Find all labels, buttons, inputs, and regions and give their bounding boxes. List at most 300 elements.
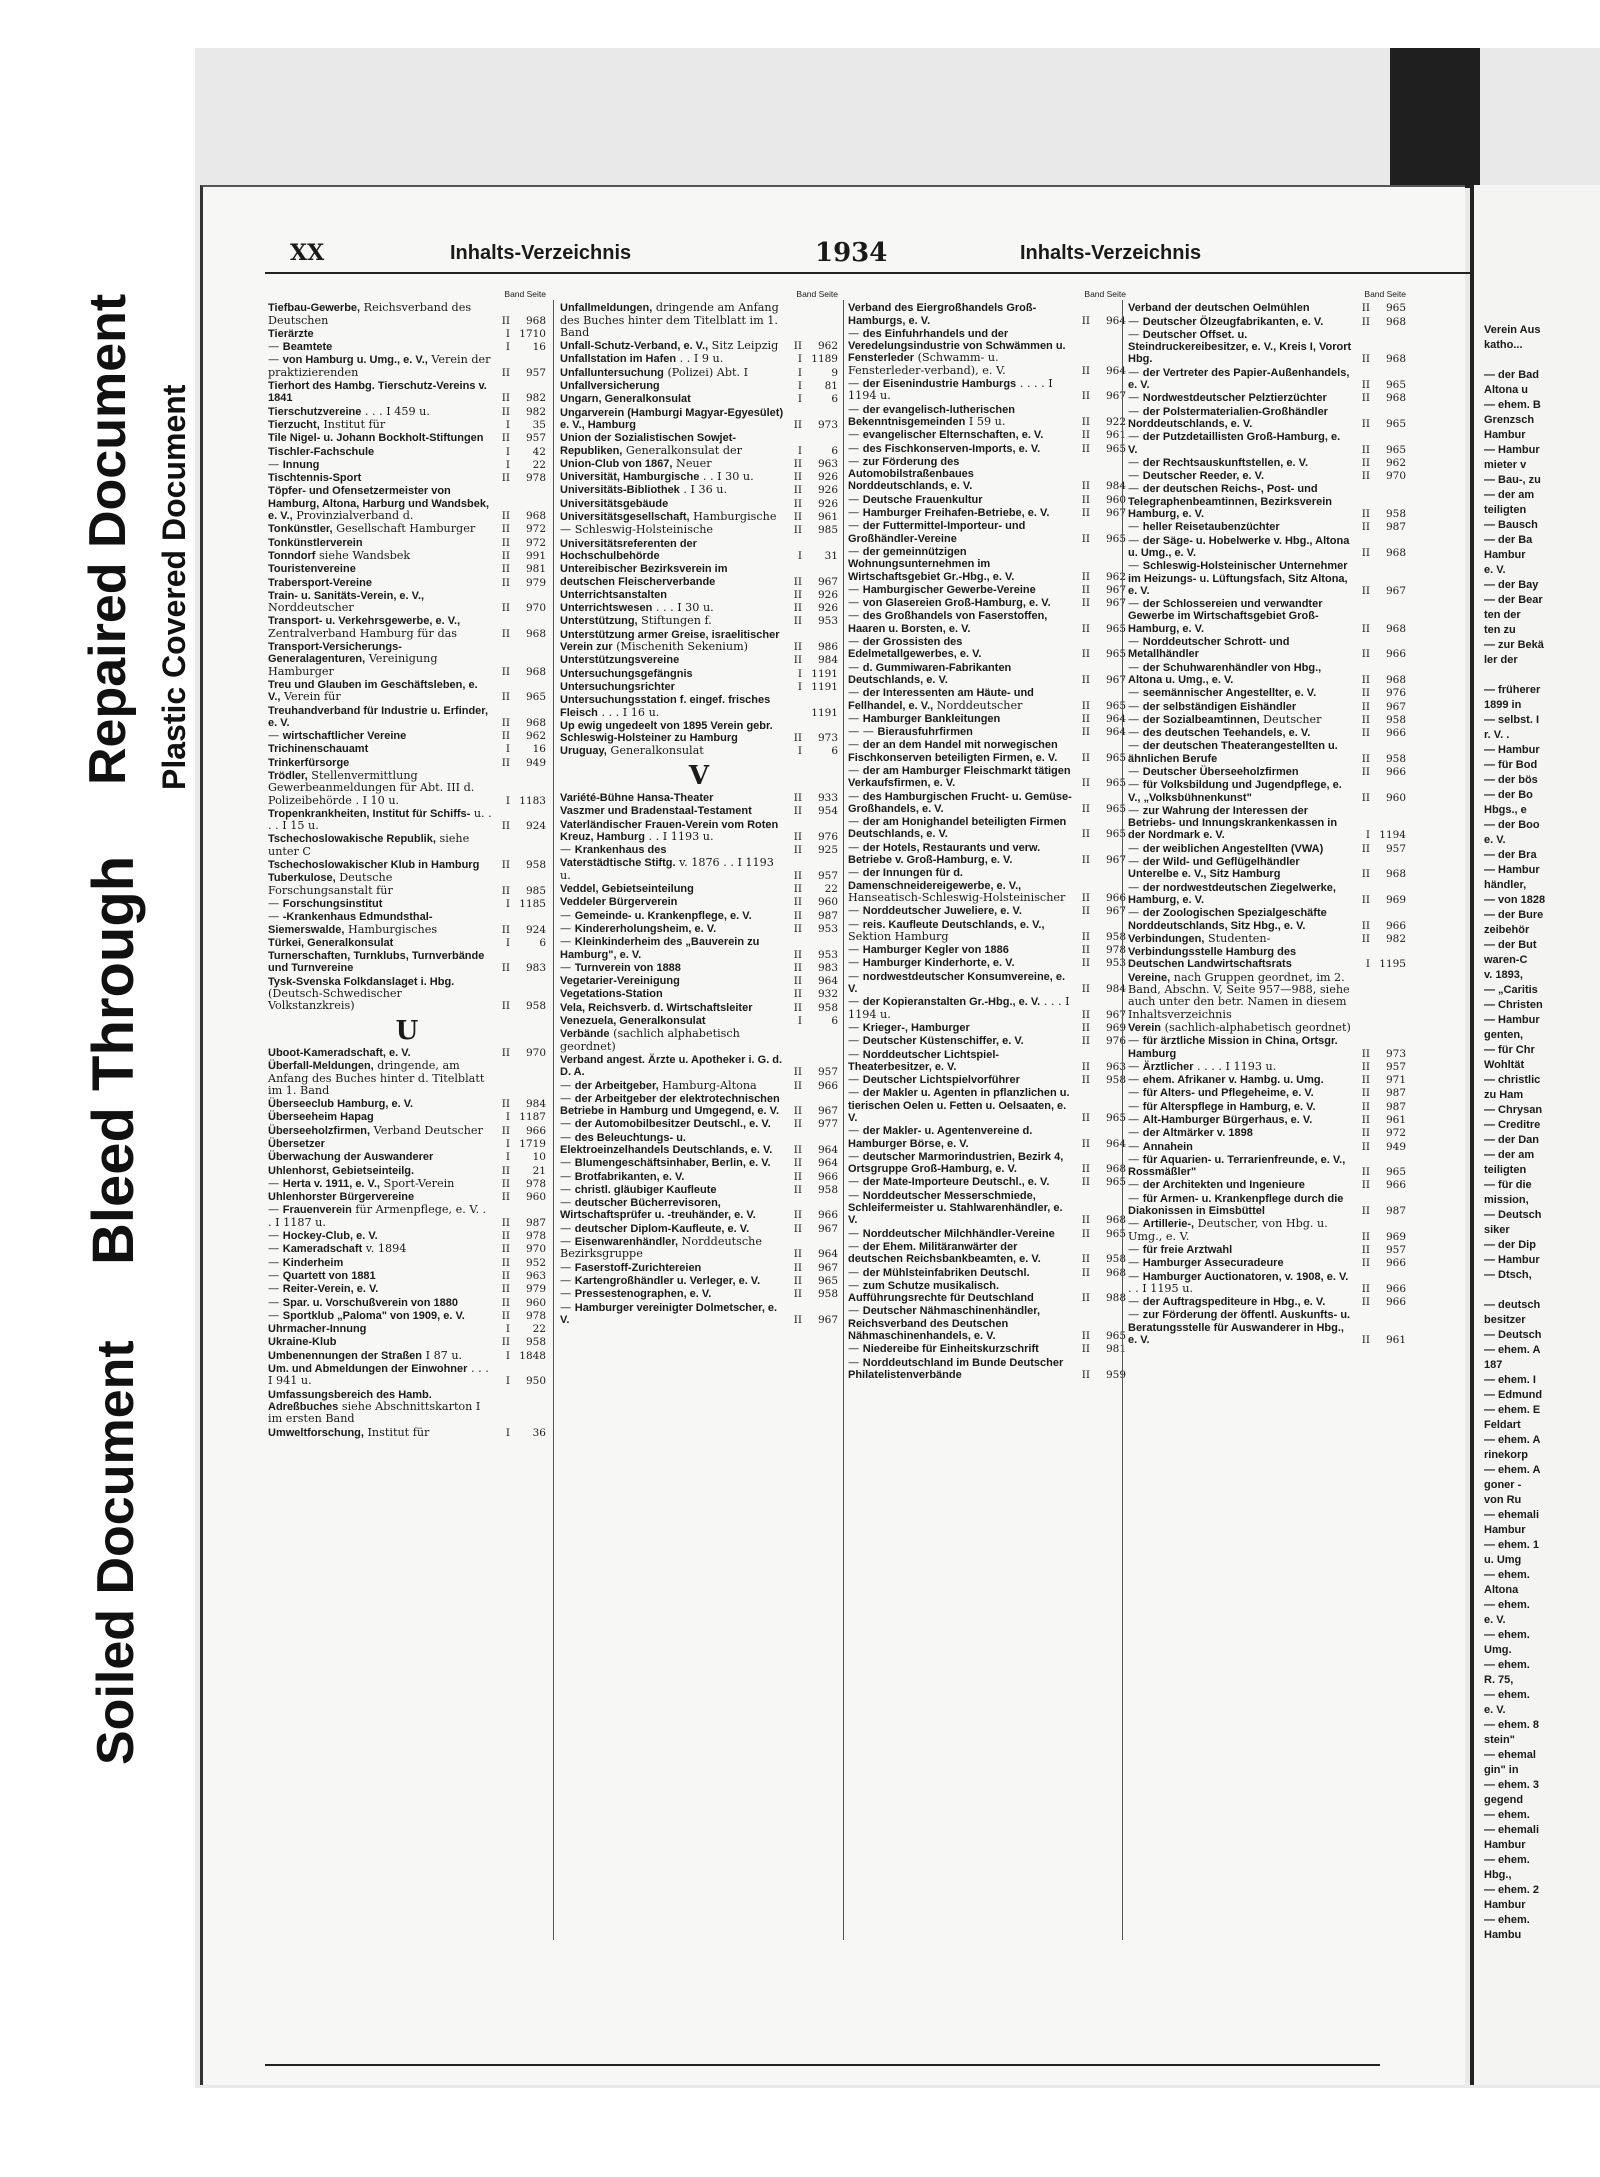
entry-band: II [1081,854,1090,867]
entry-band: I [505,794,510,807]
entry-band: II [793,909,802,922]
entry-page: 966 [1385,1257,1406,1270]
strip-line: — der But [1484,939,1537,951]
index-entry [560,819,838,844]
strip-line: — der Bear [1484,594,1543,606]
page-header [290,232,1300,270]
entry-page: 967 [1105,583,1126,596]
entry-page: 967 [1105,1008,1126,1021]
index-entry [268,1363,546,1388]
entry-text: Universitätsreferenten der Hochschulbehörde [560,537,697,562]
entry-band: I [505,1151,510,1164]
index-entry [560,805,838,817]
entry-page: 965 [1105,622,1126,635]
index-entry [1128,1193,1406,1218]
entry-text: — der Innungen für d. Damenschneidereigewerbe, e. V., Hanseatisch-Schleswig-Holsteinischer [848,866,1066,904]
entry-band: II [501,716,510,729]
entry-band: II [793,988,802,1001]
index-entry [1128,701,1406,713]
index-column-3 [848,288,1126,1382]
entry-band: I [505,743,510,756]
entry-band: II [1081,1074,1090,1087]
index-entry [560,1002,838,1014]
strip-line: goner - [1484,1479,1522,1491]
index-entry [560,511,838,523]
entry-text: — des Einfuhrhandels und der Veredelungsindustrie von Schwämmen u. Fensterleder (Schwamm- u. Fensterleder-verband), e. V. [848,326,1066,377]
entry-text: — der Arbeitgeber, Hamburg-Altona [560,1078,757,1092]
index-entry [560,629,838,654]
entry-text: — Herta v. 1911, e. V., Sport-Verein [268,1176,455,1190]
entry-text: — der gemeinnützigen Wohnungsunternehmen im Wirtschaftsgebiet Gr.-Hbg., e. V. [848,544,1015,583]
entry-band: II [1081,983,1090,996]
entry-text: — der Schlossereien und verwandter Gewerbe im Wirtschaftsgebiet Groß-Hamburg, e. V. [1128,597,1323,635]
entry-text: — Hamburger Kegler von 1886 [848,943,1009,957]
entry-band: II [793,1248,802,1261]
index-entry [268,1297,546,1309]
index-entry [268,537,546,549]
entry-band: II [1361,842,1370,855]
entry-text: — der Putzdetaillisten Groß-Hamburg, e. V. [1128,430,1341,456]
entry-band: I [797,353,802,366]
entry-page: 965 [817,1274,838,1287]
entry-page: 926 [817,497,838,510]
label-bleed-through: Bleed Through [81,855,146,1265]
entry-text: — Norddeutscher Messerschmiede, Schleifermeister u. Stahlwarenhändler, e. V. [848,1188,1063,1227]
index-entry [560,380,838,392]
entry-band: II [1361,1127,1370,1140]
entry-band: II [1081,802,1090,815]
entry-band: II [501,1046,510,1059]
index-entry [560,896,838,908]
strip-line: — ehem. E [1484,1404,1541,1416]
index-entry [560,471,838,483]
entry-page: 966 [817,1079,838,1092]
entry-page: 966 [817,1209,838,1222]
index-entry [560,857,838,882]
entry-band: II [1081,905,1090,918]
strip-line: — der am [1484,489,1535,501]
entry-text: — zur Wahrung der Interessen der Betriebs- und Innungskrankenkassen in der Nordmark e. V. [1128,803,1338,842]
index-entry [848,1241,1126,1266]
entry-page: 960 [525,1191,546,1204]
entry-page: 969 [1105,1021,1126,1034]
entry-text: Umbenennungen der Straßen I 87 u. [268,1348,463,1362]
index-entry [560,883,838,895]
entry-text: Verbände (sachlich alphabetisch geordnet) [560,1027,740,1053]
index-column-4 [1128,288,1406,1347]
strip-line: Altona u [1484,384,1528,396]
entry-page: 978 [525,472,546,485]
strip-line: — der Bay [1484,579,1539,591]
entry-page: 965 [1385,443,1406,456]
index-entry [560,1157,838,1169]
index-entry [268,1138,546,1150]
index-entry [560,1028,838,1053]
entry-page: 966 [1385,1179,1406,1192]
entry-text: Unterstützung, Stiftungen f. [560,614,712,628]
entry-text: Unfallmeldungen, dringende am Anfang des Buches hinter dem Titelblatt im 1. Band [560,301,779,339]
entry-text: Tierhort des Hambg. Tierschutz-Vereins v. 1841 [268,380,487,405]
strip-line: mission, [1484,1194,1529,1206]
index-entry [1128,805,1406,842]
entry-page: 984 [1105,983,1126,996]
index-entry [268,976,546,1013]
entry-text: — Kameradschaft v. 1894 [268,1242,407,1256]
index-entry [268,641,546,678]
entry-band: II [793,869,802,882]
strip-line: genten, [1484,1029,1524,1041]
entry-text: — zum Schutze musikalisch. Aufführungsrechte für Deutschland [848,1278,1034,1305]
entry-band: II [1361,392,1370,405]
entry-band: II [793,1183,802,1196]
entry-band: II [793,588,802,601]
entry-page: 965 [1105,699,1126,712]
entry-page: 967 [1105,905,1126,918]
entry-text: — Deutscher Küstenschiffer, e. V. [848,1034,1024,1048]
entry-page: 977 [817,1118,838,1131]
entry-text: Uhlenhorst, Gebietseinteilg. [268,1164,415,1177]
index-entry [268,833,546,858]
entry-page: 1189 [811,353,838,366]
entry-page: 967 [1105,673,1126,686]
entry-page: 964 [1105,712,1126,725]
entry-page: 970 [525,1243,546,1256]
index-entry [848,687,1126,712]
entry-text: Tischler-Fachschule [268,445,375,458]
index-entry [268,1243,546,1255]
strip-line: Wohltät [1484,1059,1525,1071]
entry-page: 987 [1385,1100,1406,1113]
entry-band: II [1361,417,1370,430]
entry-text: — Norddeutscher Lichtspiel-Theaterbesitzer, e. V. [848,1047,1000,1073]
strip-line: — ehem. [1484,1629,1530,1641]
column-divider [1122,300,1123,1940]
strip-line: — ehem. A [1484,1464,1541,1476]
entry-page: 926 [817,484,838,497]
index-entry [560,353,838,365]
index-entry [848,765,1126,790]
entry-band: II [501,627,510,640]
index-entry [848,1022,1126,1034]
entry-page: 967 [817,1261,838,1274]
entry-text: — der an dem Handel mit norwegischen Fischkonserven beteiligten Firmen, e. V. [848,738,1058,764]
entry-text: — der Eisenindustrie Hamburgs . . . . I 1194 u. [848,377,1053,403]
entry-band: II [793,484,802,497]
entry-text: Unfallstation im Hafen . . I 9 u. [560,352,724,366]
index-entry [848,713,1126,725]
entry-page: 968 [1105,1163,1126,1176]
entry-text: Überseeclub Hamburg, e. V. [268,1098,414,1111]
index-entry [1128,933,1406,945]
entry-band: II [793,844,802,857]
entry-band: II [793,896,802,909]
entry-band: I [505,445,510,458]
entry-text: — der Automobilbesitzer Deutschl., e. V. [560,1117,771,1131]
strip-line: mieter v [1484,459,1527,471]
entry-page: 972 [525,536,546,549]
entry-text: Vaterländischer Frauen-Verein vom Roten Kreuz, Hamburg . . I 1193 u. [560,818,779,843]
strip-line: — ehem. 1 [1484,1539,1540,1551]
strip-line: e. V. [1484,1614,1506,1626]
index-entry [268,459,546,471]
entry-text: — ehem. Afrikaner v. Hambg. u. Umg. [1128,1073,1324,1087]
strip-line: teiligten [1484,504,1527,516]
entry-page: 987 [525,1216,546,1229]
entry-band: II [793,883,802,896]
entry-band: II [501,859,510,872]
entry-page: 958 [525,1336,546,1349]
entry-page: 6 [831,444,838,457]
entry-text: Uhrmacher-Innung [268,1323,367,1336]
entry-band: II [501,1269,510,1282]
entry-page: 970 [525,602,546,615]
entry-text: — von Hamburg u. Umg., e. V., Verein der praktizierenden [268,353,491,379]
entry-band: II [1361,673,1370,686]
entry-page: 966 [1385,648,1406,661]
entry-text: Umweltforschung, Institut für [268,1425,430,1439]
index-entry [1128,882,1406,907]
strip-line: — ehem. A [1484,1434,1541,1446]
index-entry [560,681,838,693]
entry-text: — für Aquarien- u. Terrarienfreunde, e. V., Rossmäßler" [1128,1152,1346,1179]
strip-line: — ehemali [1484,1509,1540,1521]
entry-band: II [793,641,802,654]
entry-page: 961 [1105,429,1126,442]
entry-text: Unterstützungsvereine [560,654,680,667]
entry-page: 987 [1385,521,1406,534]
entry-text: Unterstützung armer Greise, israelitischer Verein zur (Mischenith Sekenium) [560,628,780,654]
index-entry [1128,1179,1406,1191]
index-entry [848,1228,1126,1240]
entry-band: II [1081,712,1090,725]
entry-page: 985 [817,524,838,537]
entry-page: 969 [1385,1230,1406,1243]
index-entry [268,590,546,615]
entry-page: 16 [532,341,546,354]
index-entry [1128,483,1406,520]
entry-band: I [505,1138,510,1150]
entry-band: II [1081,751,1090,764]
entry-band: II [1361,1100,1370,1113]
entry-page: 968 [1385,546,1406,559]
index-entry [848,597,1126,609]
entry-band: II [1361,379,1370,392]
entry-text: Unfall-Schutz-Verband, e. V., Sitz Leipzig [560,339,779,353]
entry-page: 976 [817,830,838,843]
index-entry [848,1125,1126,1150]
entry-page: 981 [525,563,546,576]
index-entry [1128,907,1406,932]
index-entry [1128,1035,1406,1060]
entry-band: II [1081,699,1090,712]
entry-band: I [797,366,802,379]
entry-text: — heller Reisetaubenzüchter [1128,520,1280,534]
index-entry [848,584,1126,596]
strip-line: Hambur [1484,1899,1526,1911]
entry-page: 958 [817,1288,838,1301]
strip-line: katho... [1484,339,1523,351]
entry-page: 960 [1105,493,1126,506]
entry-text: — für ärztliche Mission in China, Ortsgr. Hamburg [1128,1034,1338,1060]
left-title: Inhalts-Verzeichnis [450,242,632,264]
index-entry [560,844,838,856]
strip-line: — der Ba [1484,534,1533,546]
entry-page: 932 [817,988,838,1001]
index-entry [560,367,838,379]
entry-text: — Hamburgischer Gewerbe-Vereine [848,582,1036,596]
entry-text: — d. Gummiwaren-Fabrikanten Deutschlands, e. V. [848,660,1012,686]
entry-page: 967 [817,1222,838,1235]
entry-band: II [501,1216,510,1229]
entry-text: Verbindungen, Studenten- [1128,931,1271,945]
strip-line: — ehemal [1484,1749,1536,1761]
index-entry [560,1302,838,1327]
entry-text: Trichinenschauamt [268,743,369,756]
entry-text: Überseeholzfirmen, Verband Deutscher [268,1123,483,1137]
entry-page: 976 [1385,687,1406,700]
entry-text: — Norddeutscher Milchhändler-Vereine [848,1226,1055,1240]
entry-page: 973 [1385,1047,1406,1060]
entry-page: 958 [1385,508,1406,521]
entry-text: — Kinderheim [268,1255,344,1269]
entry-text: Um. und Abmeldungen der Einwohner . . . I 941 u. [268,1362,489,1388]
entry-page: 979 [525,1283,546,1296]
entry-text: — der selbständigen Eishändler [1128,699,1297,713]
entry-band: II [1081,570,1090,583]
entry-text: Ungarverein (Hamburgi Magyar-Egyesület) e. V., Hamburg [560,406,784,431]
entry-band: II [1361,648,1370,661]
entry-page: 983 [525,962,546,975]
strip-line: — deutsch [1484,1299,1541,1311]
index-entry [268,328,546,340]
entry-page: 986 [817,641,838,654]
index-entry [268,615,546,640]
entry-page: 968 [1385,315,1406,328]
entry-band: II [1081,507,1090,520]
entry-band: II [793,948,802,961]
entry-page: 964 [817,975,838,988]
strip-line: — ehem. I [1484,1374,1536,1386]
entry-band: II [501,563,510,576]
entry-text: — -Krankenhaus Edmundsthal-Siemerswalde, Hamburgisches [268,910,438,936]
entry-page: 981 [1105,1343,1126,1356]
entry-band: II [501,1124,510,1137]
entry-text: Tierzucht, Institut für [268,417,386,431]
entry-text: — der evangelisch-lutherischen Bekenntnisgemeinden I 59 u. [848,402,1015,428]
entry-page: 958 [525,1000,546,1013]
strip-line: — der bös [1484,774,1538,786]
section-letter: V [688,760,710,791]
entry-text: — der nordwestdeutschen Ziegelwerke, Hamburg, e. V. [1128,880,1336,906]
binding-tab [1390,48,1480,188]
entry-text: — deutscher Marmorindustrien, Bezirk 4, Ortsgruppe Groß-Hamburg, e. V. [848,1149,1064,1176]
index-entry [1128,727,1406,739]
index-entry [268,1125,546,1137]
label-repaired-document: Repaired Document [79,293,137,785]
entry-band: II [501,884,510,897]
strip-line: — Hambur [1484,1254,1540,1266]
strip-line: — früherer [1484,684,1541,696]
index-entry [560,498,838,510]
index-entry [268,1047,546,1059]
entry-text: — Norddeutscher Schrott- und Metallhändler [1128,635,1290,661]
entry-band: II [1081,1266,1090,1279]
entry-text: Unterrichtswesen . . . I 30 u. [560,601,714,615]
entry-text: Untersuchungsgefängnis [560,667,693,680]
entry-band: II [793,511,802,524]
entry-page: 965 [1385,302,1406,315]
entry-text: — für Alters- und Pflegeheime, e. V. [1128,1086,1314,1100]
entry-text: — der Schuhwarenhändler von Hbg., Altona u. Umg., e. V. [1128,660,1322,686]
entry-text: — der Makler- u. Agentenvereine d. Hamburger Börse, e. V. [848,1124,1033,1150]
entry-band: I [797,549,802,562]
entry-page: 965 [1105,777,1126,790]
entry-page: 958 [1105,930,1126,943]
year: 1934 [815,238,888,268]
entry-text: Ukraine-Klub [268,1336,337,1349]
entry-band: II [793,602,802,615]
entry-page: 966 [525,1124,546,1137]
strip-line: R. 75, [1484,1674,1514,1686]
strip-line: waren-C [1484,954,1528,966]
entry-text: Trinkerfürsorge [268,756,350,769]
entry-text: Vela, Reichsverb. d. Wirtschaftsleiter [560,1001,753,1014]
entry-text: Tropenkrankheiten, Institut für Schiffs- u. . . . I 15 u. [268,806,492,833]
entry-band: II [1361,443,1370,456]
index-entry [1128,636,1406,661]
entry-text: — zur Förderung der öffentl. Auskunfts- u. Beratungsstelle für Auswanderer in Hbg., e. V. [1128,1308,1351,1347]
entry-page: 964 [817,1144,838,1156]
entry-text: — Hamburger vereinigter Dolmetscher, e. V. [560,1300,778,1326]
section-letter: U [395,1015,419,1046]
entry-page: 1848 [519,1349,546,1362]
entry-page: 959 [1105,1368,1126,1381]
entry-text: Vegetarier-Vereinigung [560,975,680,988]
entry-band: II [793,615,802,628]
index-entry [560,1171,838,1183]
index-entry [560,1015,838,1027]
index-entry [560,1132,838,1157]
index-entry [560,1093,838,1118]
strip-line: — ehem. [1484,1854,1530,1866]
entry-text: Universitätsgebäude [560,497,669,510]
entry-page: 926 [817,602,838,615]
entry-text: — der Sozialbeamtinnen, Deutscher [1128,712,1322,726]
strip-line: Hambur [1484,1524,1526,1536]
index-entry [848,971,1126,996]
entry-band: II [1361,302,1370,315]
adjacent-page-strip [1470,185,1600,2085]
strip-line: — Edmund [1484,1389,1543,1401]
entry-page: 968 [1105,1214,1126,1227]
entry-text: Verband der deutschen Oelmühlen [1128,302,1310,315]
entry-text: — Kindererholungsheim, e. V. [560,921,717,935]
index-entry [268,432,546,444]
entry-band: II [793,1170,802,1183]
entry-band: II [1081,390,1090,403]
entry-page: 1187 [519,1111,546,1124]
entry-text: — Forschungsinstitut [268,896,383,910]
strip-line: — der Bad [1484,369,1540,381]
entry-band: II [1361,456,1370,469]
entry-page: 972 [1385,1127,1406,1140]
entry-band: II [1081,1253,1090,1266]
strip-line: — Chrysan [1484,1104,1543,1116]
entry-text: Train- u. Sanitäts-Verein, e. V., Norddeutscher [268,589,425,615]
entry-band: II [501,1243,510,1256]
strip-line: — ehem. [1484,1914,1530,1926]
entry-page: 958 [525,859,546,872]
